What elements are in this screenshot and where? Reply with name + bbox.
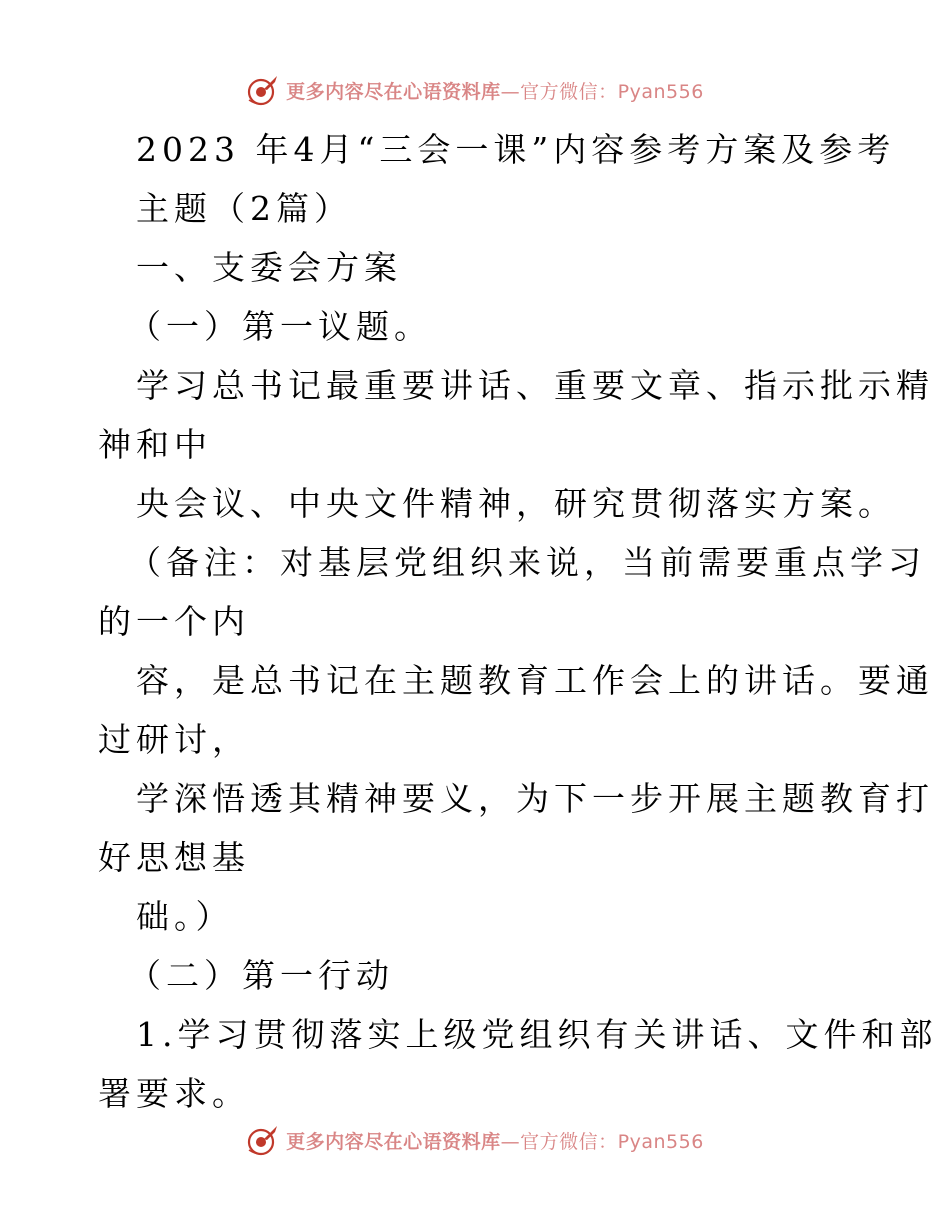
list-item-line: 署要求。: [98, 1074, 250, 1113]
watermark-dash: —: [500, 80, 521, 103]
watermark-inner: [246, 73, 704, 107]
watermark-header: [0, 68, 950, 112]
watermark-text: [286, 1127, 704, 1154]
watermark-contact: 官方微信：Pyan556: [520, 80, 704, 103]
list-item-line: 1.学习贯彻落实上级党组织有关讲话、文件和部: [136, 1015, 938, 1054]
note-line: 的一个内: [98, 602, 250, 641]
watermark-text: [286, 77, 704, 104]
watermark-brand: 更多内容尽在心语资料库: [286, 1130, 501, 1153]
doc-title-line-2: 主题（2篇）: [136, 189, 352, 228]
quill-logo-icon: [246, 73, 280, 107]
paragraph-line: 学习总书记最重要讲话、重要文章、指示批示精: [136, 366, 934, 405]
watermark-footer: [0, 1118, 950, 1162]
note-line: 好思想基: [98, 838, 250, 877]
note-line: 学深悟透其精神要义，为下一步开展主题教育打: [136, 779, 934, 818]
watermark-dash: —: [500, 1130, 521, 1153]
note-line: 过研讨，: [98, 720, 250, 759]
subsection-heading: （一）第一议题。: [128, 307, 432, 346]
note-line: 容，是总书记在主题教育工作会上的讲话。要通: [136, 661, 934, 700]
watermark-brand: 更多内容尽在心语资料库: [286, 80, 501, 103]
section-heading: 一、支委会方案: [136, 248, 402, 287]
note-line: 础。）: [136, 897, 234, 936]
document-body: [98, 120, 938, 1123]
note-line: （备注：对基层党组织来说，当前需要重点学习: [128, 543, 926, 582]
doc-title-line-1: 2023 年4月“三会一课”内容参考方案及参考: [136, 130, 896, 169]
paragraph-line: 央会议、中央文件精神，研究贯彻落实方案。: [136, 484, 896, 523]
subsection-heading: （二）第一行动: [128, 956, 394, 995]
watermark-contact: 官方微信：Pyan556: [520, 1130, 704, 1153]
quill-logo-icon: [246, 1123, 280, 1157]
watermark-inner: [246, 1123, 704, 1157]
paragraph-line: 神和中: [98, 425, 212, 464]
